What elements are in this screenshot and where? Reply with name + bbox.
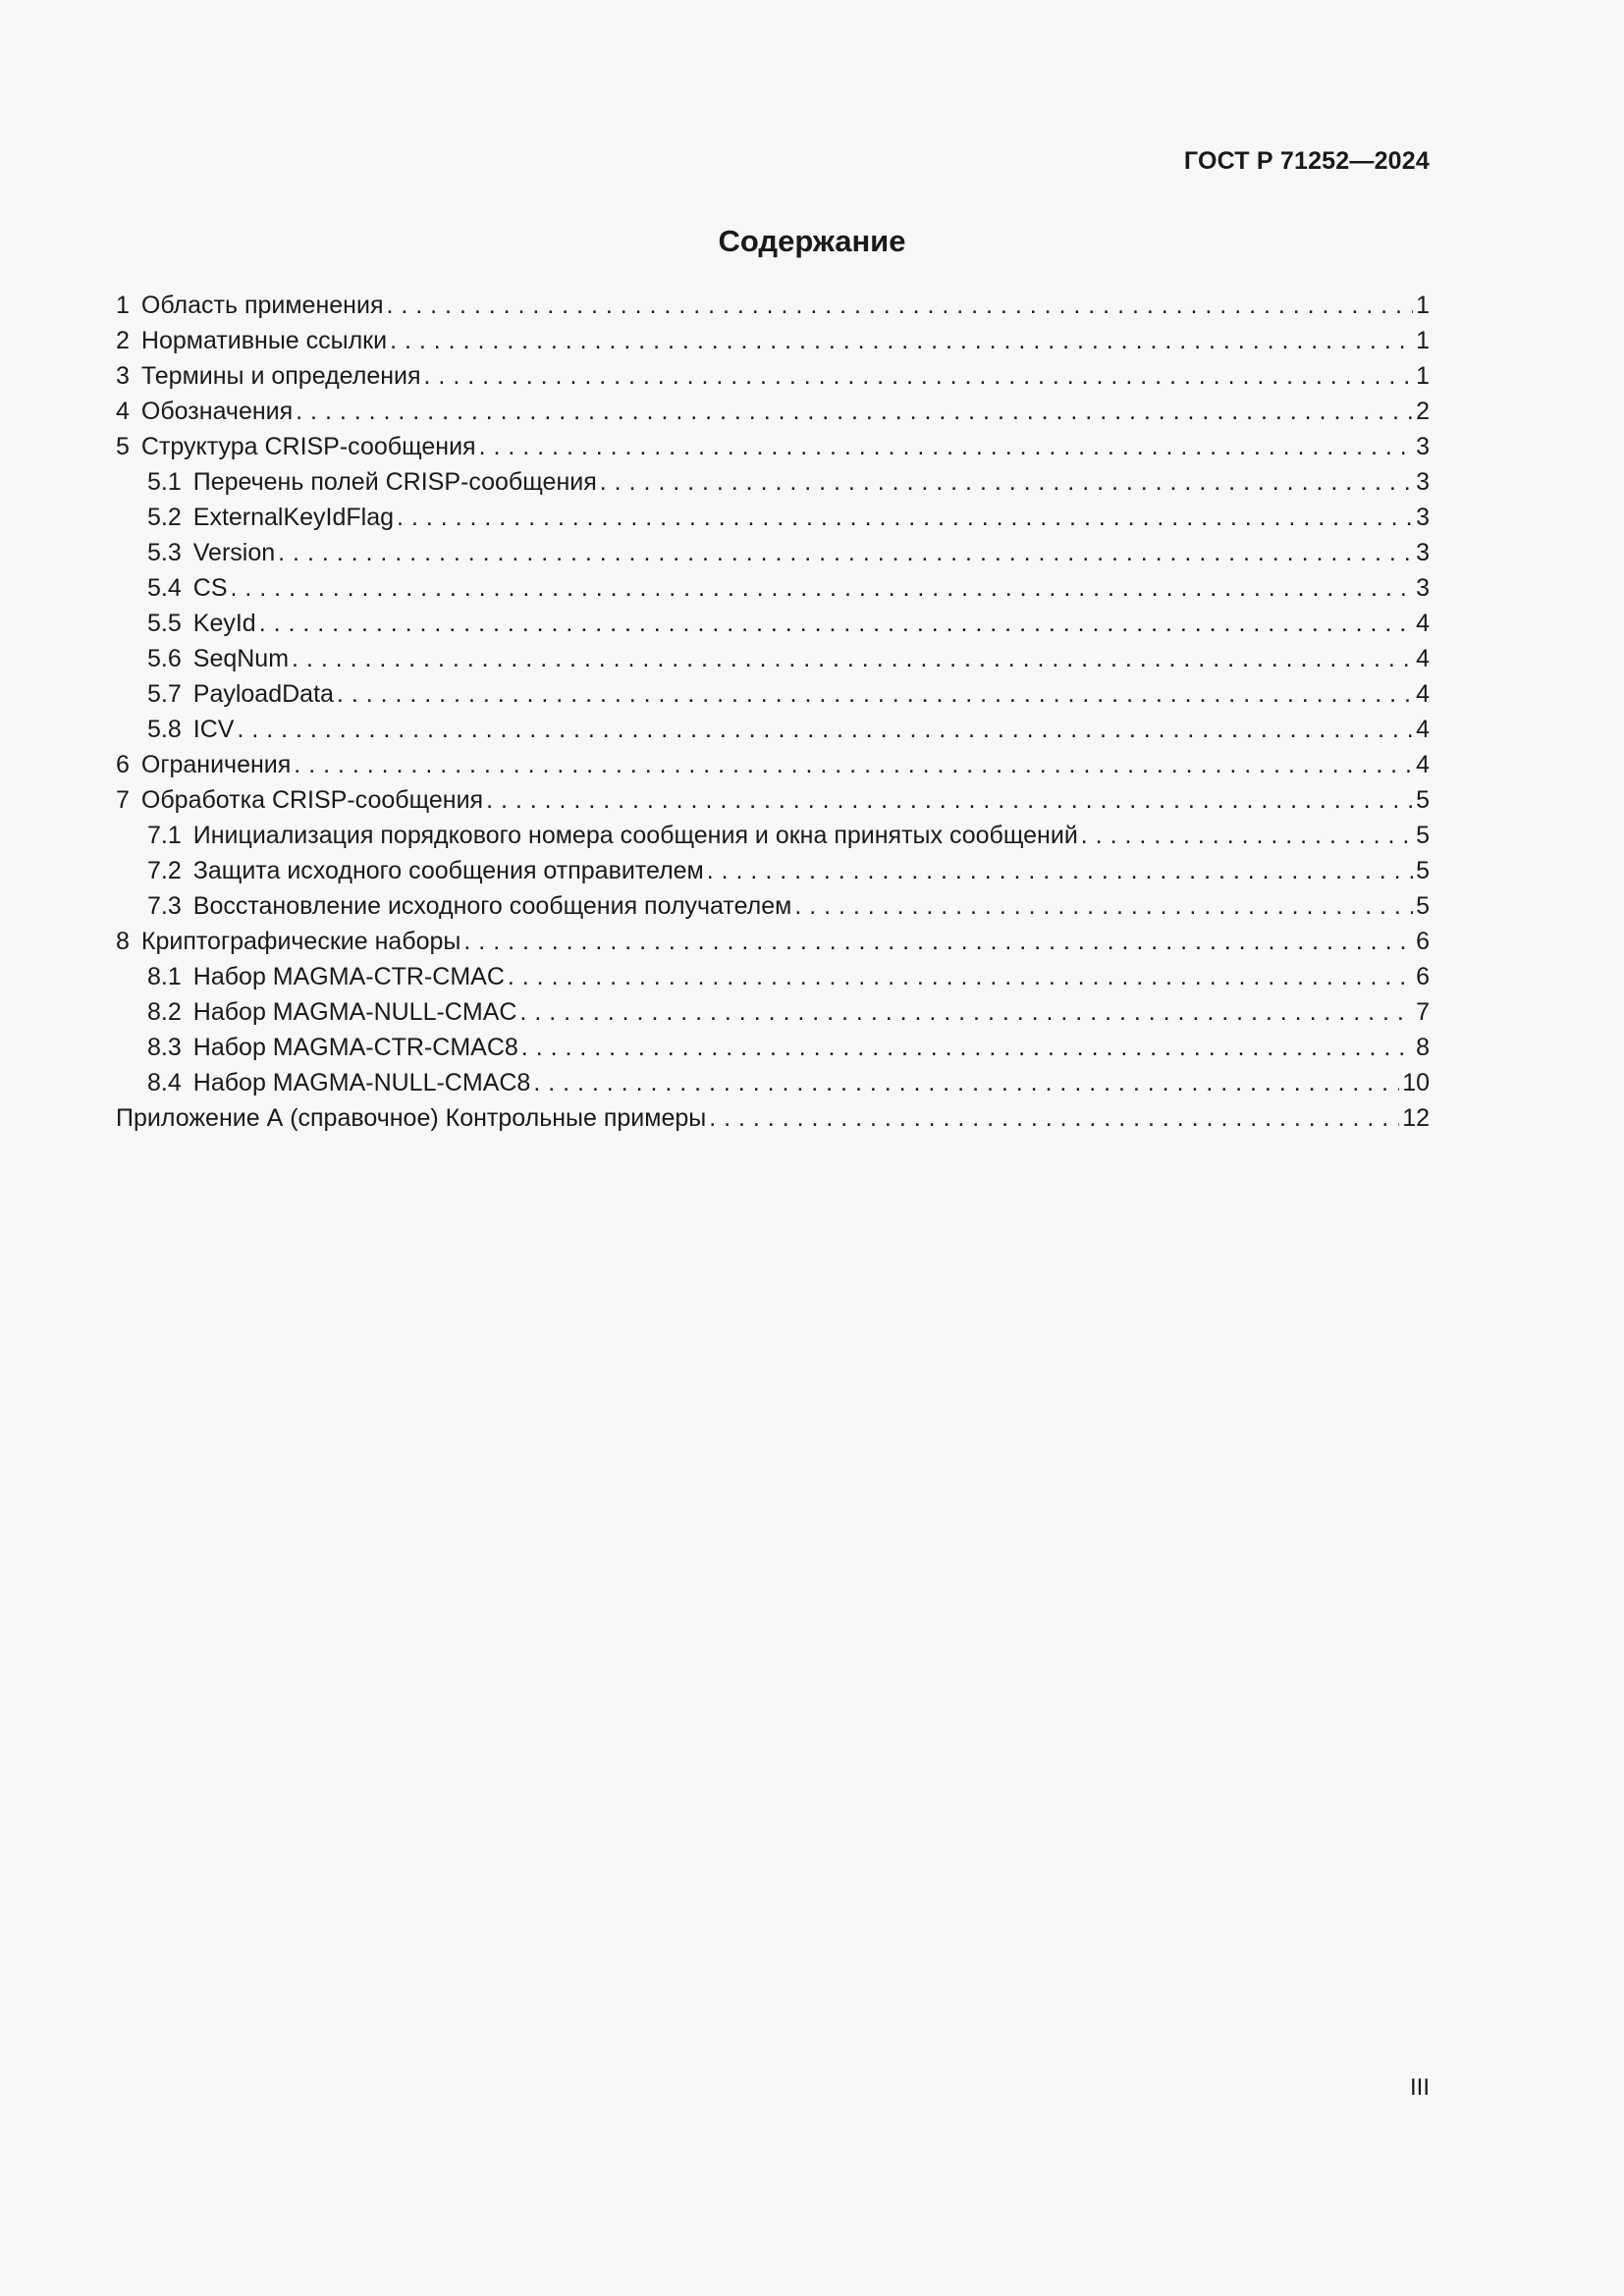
toc-entry-label [147, 535, 275, 570]
toc-entry-number: 8.1 [147, 963, 182, 990]
toc-entry-number: 4 [116, 398, 130, 425]
toc-entry-page: 7 [1416, 998, 1430, 1026]
toc-entry-page: 1 [1416, 292, 1430, 319]
toc-leader-dots [386, 288, 1413, 323]
toc-leader-dots [259, 606, 1413, 641]
toc-entry[interactable] [116, 853, 1430, 888]
toc-leader-dots [294, 747, 1413, 782]
toc-entry-page: 12 [1402, 1104, 1430, 1132]
toc-entry-label [147, 853, 704, 888]
toc-leader-dots [424, 358, 1414, 394]
toc-entry-text: Криптографические наборы [140, 928, 461, 955]
toc-entry-number: 5.3 [147, 539, 182, 566]
toc-entry-number: 5.4 [147, 574, 182, 602]
toc-entry[interactable] [116, 500, 1430, 535]
toc-entry-number: 1 [116, 292, 130, 319]
toc-entry[interactable] [116, 323, 1430, 358]
toc-leader-dots [463, 924, 1413, 959]
toc-entry-label [147, 606, 256, 641]
toc-entry-text: Защита исходного сообщения отправителем [192, 857, 704, 884]
toc-entry-label [147, 500, 394, 535]
toc-entry[interactable] [116, 924, 1430, 959]
toc-leader-dots [508, 959, 1413, 994]
toc-entry-label [116, 747, 291, 782]
toc-leader-dots [707, 853, 1413, 888]
toc-entry[interactable] [116, 818, 1430, 853]
toc-entry-label [116, 782, 483, 818]
toc-entry[interactable] [116, 606, 1430, 641]
toc-entry-label [147, 570, 228, 606]
toc-entry-text: Структура CRISP-сообщения [140, 433, 476, 460]
toc-entry-label [116, 429, 476, 464]
toc-entry-number: 8.4 [147, 1069, 182, 1096]
toc-entry-number: 8.2 [147, 998, 182, 1026]
toc-leader-dots [397, 500, 1413, 535]
toc-entry-text: Обработка CRISP-сообщения [140, 786, 484, 814]
toc-leader-dots [231, 570, 1414, 606]
toc-entry-label [116, 1100, 706, 1136]
toc-leader-dots [337, 676, 1413, 712]
toc-entry[interactable] [116, 994, 1430, 1030]
toc-entry-page: 4 [1416, 645, 1430, 672]
toc-entry-page: 1 [1416, 362, 1430, 390]
toc-entry-number: 5.6 [147, 645, 182, 672]
toc-leader-dots [519, 994, 1413, 1030]
toc-entry[interactable] [116, 782, 1430, 818]
toc-entry-text: ICV [192, 716, 235, 743]
toc-entry-text: Область применения [140, 292, 384, 319]
toc-entry[interactable] [116, 1065, 1430, 1100]
toc-entry-page: 10 [1402, 1069, 1430, 1096]
document-code: ГОСТ Р 71252—2024 [1183, 147, 1430, 175]
toc-leader-dots [278, 535, 1413, 570]
toc-entry[interactable] [116, 429, 1430, 464]
toc-entry-page: 1 [1416, 327, 1430, 354]
toc-entry-text: ExternalKeyIdFlag [192, 504, 395, 531]
toc-entry-text: PayloadData [192, 680, 334, 708]
toc-entry-label [147, 1030, 518, 1065]
toc-entry-text: KeyId [192, 610, 256, 637]
toc-entry-number: 6 [116, 751, 130, 778]
toc-entry-label [116, 358, 421, 394]
toc-entry-page: 5 [1416, 822, 1430, 849]
toc-leader-dots [521, 1030, 1413, 1065]
toc-entry-number: 3 [116, 362, 130, 390]
toc-entry-text: Version [192, 539, 276, 566]
toc-entry-text: Набор MAGMA-NULL-CMAC [192, 998, 517, 1026]
toc-entry-page: 4 [1416, 751, 1430, 778]
toc-entry-label [147, 1065, 530, 1100]
toc-entry-number: 8 [116, 928, 130, 955]
toc-leader-dots [479, 429, 1414, 464]
toc-entry-page: 5 [1416, 857, 1430, 884]
toc-entry[interactable] [116, 394, 1430, 429]
toc-entry-label [116, 288, 383, 323]
toc-entry-page: 4 [1416, 680, 1430, 708]
toc-entry-page: 5 [1416, 786, 1430, 814]
toc-entry-text: Нормативные ссылки [140, 327, 388, 354]
toc-entry[interactable] [116, 959, 1430, 994]
toc-entry-page: 3 [1416, 433, 1430, 460]
toc-entry[interactable] [116, 358, 1430, 394]
toc-entry-text: Набор MAGMA-CTR-CMAC8 [192, 1034, 518, 1061]
toc-entry-page: 2 [1416, 398, 1430, 425]
toc-entry-text: Обозначения [140, 398, 294, 425]
toc-leader-dots [390, 323, 1413, 358]
toc-entry-label [147, 464, 597, 500]
toc-entry-page: 6 [1416, 928, 1430, 955]
toc-leader-dots [794, 888, 1413, 924]
toc-entry-number: 5.1 [147, 468, 182, 496]
toc-entry-number: 5.8 [147, 716, 182, 743]
toc-entry-text: Инициализация порядкового номера сообщения и окна принятых сообщений [192, 822, 1078, 849]
toc-entry[interactable] [116, 747, 1430, 782]
toc-entry-label [116, 394, 293, 429]
toc-entry-text: Термины и определения [140, 362, 421, 390]
toc-title: Содержание [718, 224, 906, 258]
toc-leader-dots [709, 1100, 1399, 1136]
page-number: III [1409, 2074, 1430, 2101]
toc-entry[interactable] [116, 1100, 1430, 1136]
toc-entry[interactable] [116, 888, 1430, 924]
toc-entry-number: 7 [116, 786, 130, 814]
toc-entry-number: 5.5 [147, 610, 182, 637]
toc-entry-number: 7.1 [147, 822, 182, 849]
toc-leader-dots [1081, 818, 1413, 853]
toc-entry-page: 4 [1416, 716, 1430, 743]
toc-entry-number: 7.3 [147, 892, 182, 920]
toc-entry-page: 3 [1416, 539, 1430, 566]
toc-entry-label [116, 924, 460, 959]
toc-entry-text: Перечень полей CRISP-сообщения [192, 468, 597, 496]
toc-entry-number: 2 [116, 327, 130, 354]
toc-entry[interactable] [116, 535, 1430, 570]
toc-entry-number: 5 [116, 433, 130, 460]
toc-entry-label [147, 959, 505, 994]
toc-leader-dots [600, 464, 1413, 500]
toc-entry-page: 3 [1416, 574, 1430, 602]
toc-entry[interactable] [116, 641, 1430, 676]
toc-entry-label [147, 994, 516, 1030]
toc-leader-dots [292, 641, 1413, 676]
toc-entry[interactable] [116, 570, 1430, 606]
toc-entry[interactable] [116, 288, 1430, 323]
toc-leader-dots [486, 782, 1413, 818]
toc-entry-page: 3 [1416, 468, 1430, 496]
toc-entry-number: 5.7 [147, 680, 182, 708]
toc-entry-text: Набор MAGMA-CTR-CMAC [192, 963, 505, 990]
toc-entry-page: 8 [1416, 1034, 1430, 1061]
toc-entry[interactable] [116, 676, 1430, 712]
toc-entry-page: 6 [1416, 963, 1430, 990]
toc-entry-label [147, 888, 791, 924]
toc-entry-text: Ограничения [140, 751, 292, 778]
toc-entry-text: SeqNum [192, 645, 290, 672]
toc-entry[interactable] [116, 1030, 1430, 1065]
toc-leader-dots [533, 1065, 1399, 1100]
toc-entry-text: Приложение А (справочное) Контрольные примеры [116, 1104, 707, 1132]
toc-entry[interactable] [116, 712, 1430, 747]
toc-entry-label [147, 676, 334, 712]
table-of-contents [116, 288, 1430, 1136]
toc-entry-page: 5 [1416, 892, 1430, 920]
toc-entry-label [147, 818, 1078, 853]
toc-entry-label [116, 323, 387, 358]
toc-entry-page: 3 [1416, 504, 1430, 531]
toc-leader-dots [237, 712, 1413, 747]
toc-entry-page: 4 [1416, 610, 1430, 637]
toc-leader-dots [296, 394, 1413, 429]
toc-entry-text: CS [192, 574, 228, 602]
toc-entry-number: 5.2 [147, 504, 182, 531]
toc-entry-number: 8.3 [147, 1034, 182, 1061]
toc-entry[interactable] [116, 464, 1430, 500]
toc-entry-text: Восстановление исходного сообщения получателем [192, 892, 792, 920]
toc-entry-number: 7.2 [147, 857, 182, 884]
toc-entry-label [147, 641, 289, 676]
toc-entry-label [147, 712, 234, 747]
toc-entry-text: Набор MAGMA-NULL-CMAC8 [192, 1069, 531, 1096]
